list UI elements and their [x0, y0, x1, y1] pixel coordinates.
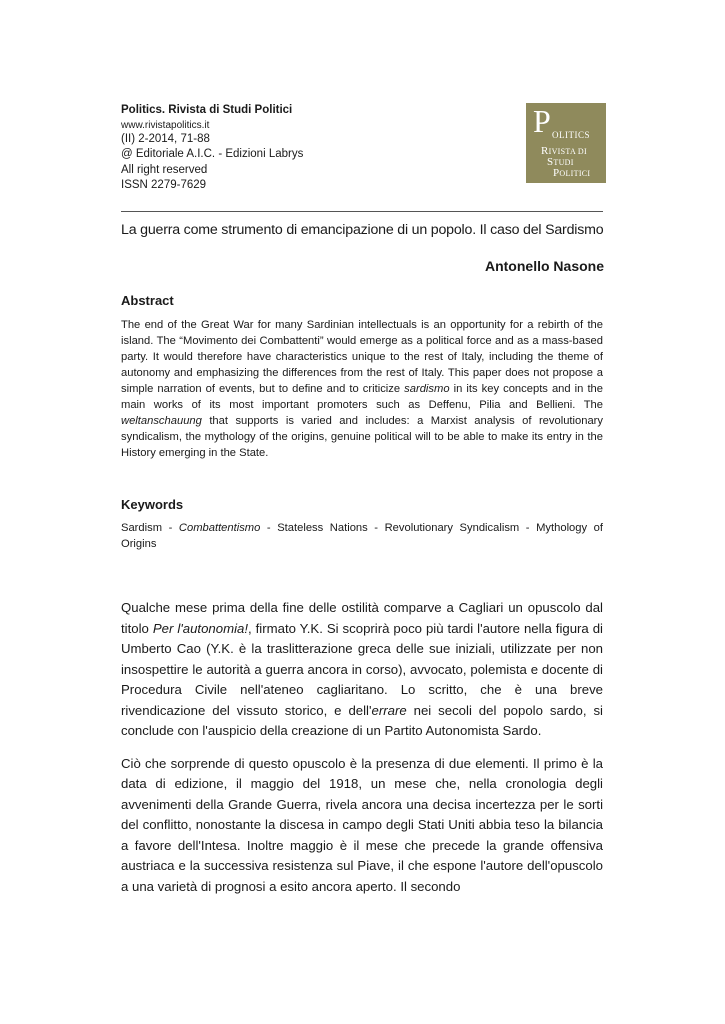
journal-header	[121, 103, 481, 194]
journal-url[interactable]: www.rivistapolitics.it	[121, 119, 210, 131]
abstract-italic-weltanschauung: weltanschauung	[121, 415, 202, 427]
logo-olitics: OLITICS	[552, 130, 590, 140]
article-title: La guerra come strumento di emancipazione di un popolo. Il caso del Sardismo	[121, 222, 604, 238]
body-paragraph-2: Ciò che sorprende di questo opuscolo è la presenza di due elementi. Il primo è la data di edizione, il maggio del 1918, un mese che, nella cronologia degli avvenimenti della Grande Guerra, rivela ancora una decisa incertezza per le sorti del conflitto, nonostante la discesa in campo degli Stati Uniti abbia teso la bilancia a favore dell'Intesa. Inoltre maggio è il mese che precede la grande offensiva austriaca e la successiva resistenza sul Piave, il che espone l'autore dell'opuscolo a una varietà di prognosi a esito ancora aperto. Il secondo	[121, 755, 603, 894]
logo-line-politici: POLITICI	[553, 167, 591, 179]
abstract-heading: Abstract	[121, 293, 174, 308]
header-divider	[121, 211, 603, 212]
publisher-info: @ Editoriale A.I.C. - Edizioni Labrys	[121, 148, 304, 160]
logo-letter-p: P	[533, 103, 551, 139]
logo-line-rivista: RIVISTA DI	[541, 145, 587, 157]
issn-info: ISSN 2279-7629	[121, 179, 207, 191]
keyword-italic: Combattentismo	[178, 522, 261, 534]
body-paragraph-1: Qualche mese prima della fine delle ostilità comparve a Cagliari un opuscolo dal titolo Per l'autonomia!, firmato Y.K. Si scoprirà poco più tardi l'autore nella figura di Umberto Cao (Y.K. è la traslitterazione greca delle sue iniziali, utilizzate per non insospettire le autorità a guerra ancora in corso), avvocato, polemista e docente di Procedura Civile nell'ateneo cagliaritano. Lo scritto, che è una breve rivendicazione del vissuto storico, e dell'errare nei secoli del popolo sardo, si conclude con l'auspicio della creazione di un Partito Autonomista Sardo.	[121, 600, 603, 738]
article-author: Antonello Nasone	[484, 258, 604, 274]
keywords-heading: Keywords	[121, 497, 184, 512]
rights-info: All right reserved	[121, 163, 208, 176]
body-text	[121, 598, 603, 909]
journal-name: Politics. Rivista di Studi Politici	[121, 104, 293, 116]
abstract-italic-sardismo: sardismo	[404, 383, 450, 395]
logo-line-studi: STUDI	[547, 156, 574, 168]
issue-info: (II) 2-2014, 71-88	[121, 132, 210, 145]
abstract-text: The end of the Great War for many Sardinian intellectuals is an opportunity for a rebirth of the island. The “Movimento dei Combattenti” would emerge as a political force and as a mass-based party. It would therefore have characteristics unique to the rest of Italy, including the theme of autonomy and emphasizing the differences from the rest of Italy. This paper does not propose a simple narration of events, but to define and to criticize sardismo in its key concepts and in the main works of its most important promoters such as Deffenu, Pilia and Bellieni. The weltanschauung that supports is varied and includes: a Marxist analysis of revolutionary syndicalism, the mythology of the origins, genuine political will to be able to make its entry in the History emerging in the State.	[121, 319, 604, 459]
keywords-text: Sardism - Combattentismo - Stateless Nations - Revolutionary Syndicalism - Mythology of Origins	[121, 522, 603, 550]
journal-logo	[526, 103, 606, 183]
